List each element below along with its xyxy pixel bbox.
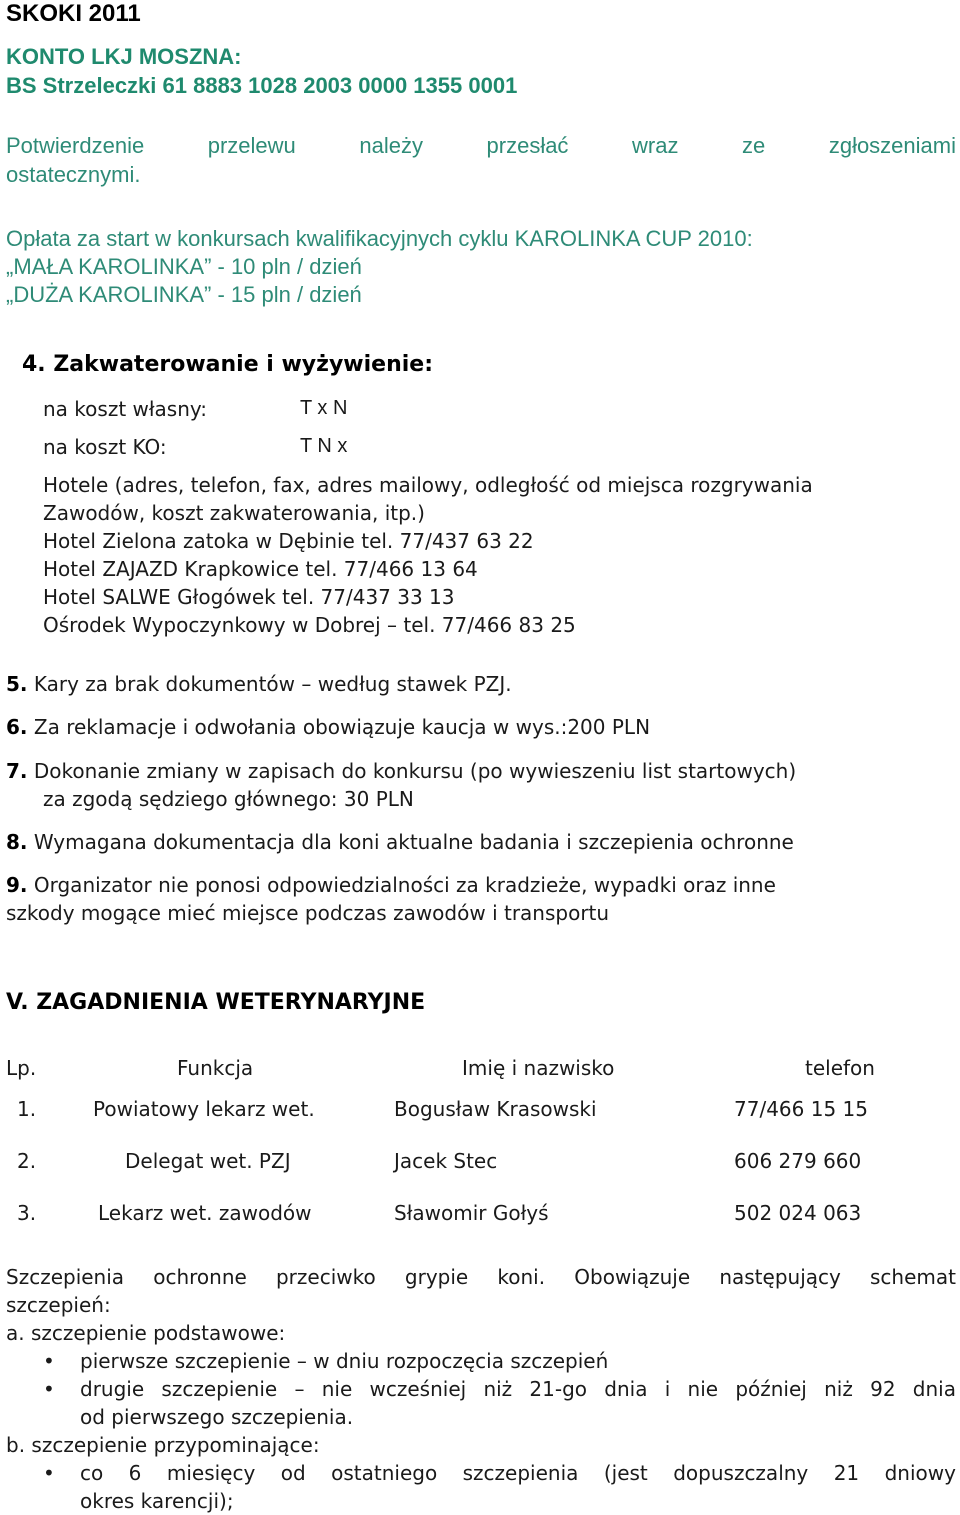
hotels-intro-2: Zawodów, koszt zakwaterowania, itp.) <box>43 501 425 525</box>
page-title: SKOKI 2011 <box>6 0 141 27</box>
vaccination-word: niż <box>483 1377 513 1401</box>
vet-row-phone: 502 024 063 <box>734 1201 862 1225</box>
item-number: 8. <box>6 830 28 854</box>
hotels-intro-1: Hotele (adres, telefon, fax, adres mailowy, odległość od miejsca rozgrywania <box>43 473 813 497</box>
confirmation-word: przelewu <box>207 133 296 158</box>
ko-cost-label: na koszt KO: <box>43 435 167 459</box>
vet-row-phone: 606 279 660 <box>734 1149 862 1173</box>
vaccination-word: miesięcy <box>166 1461 256 1485</box>
vet-header-lp: Lp. <box>6 1056 37 1080</box>
account-number: BS Strzeleczki 61 8883 1028 2003 0000 1355 0001 <box>6 73 518 98</box>
vaccination-word: koni. <box>497 1265 546 1289</box>
item-text: Dokonanie zmiany w zapisach do konkursu (po wywieszeniu list startowych) <box>33 759 797 783</box>
vaccination-b-label: b. szczepienie przypominające: <box>6 1433 320 1457</box>
vaccination-word: następujący <box>719 1265 841 1289</box>
bullet-icon: • <box>43 1349 55 1373</box>
account-label: KONTO LKJ MOSZNA: <box>6 44 242 69</box>
item-7 <box>6 759 796 783</box>
item-8 <box>6 830 794 854</box>
item-9-line-2: szkody mogące mieć miejsce podczas zawodów i transportu <box>6 901 610 925</box>
vet-row-function: Delegat wet. PZJ <box>125 1149 291 1173</box>
vaccination-word: Szczepienia <box>6 1265 125 1289</box>
section-4-heading: 4. Zakwaterowanie i wyżywienie: <box>22 352 433 377</box>
vaccination-word: dopuszczalny <box>673 1461 809 1485</box>
vaccination-word: ochronne <box>153 1265 247 1289</box>
vaccination-word: dnia <box>912 1377 956 1401</box>
vaccination-a2-line-1 <box>80 1377 956 1401</box>
vaccination-word: grypie <box>404 1265 469 1289</box>
vaccination-a-label: a. szczepienie podstawowe: <box>6 1321 286 1345</box>
vaccination-a2-line-2: od pierwszego szczepienia. <box>80 1405 354 1429</box>
vet-row-lp: 3. <box>17 1201 37 1225</box>
vaccination-word: od <box>280 1461 306 1485</box>
vet-row-function: Powiatowy lekarz wet. <box>93 1097 315 1121</box>
confirmation-word: przesłać <box>486 133 569 158</box>
vaccination-word: 21-go <box>529 1377 588 1401</box>
confirmation-word: wraz <box>632 133 679 158</box>
item-5 <box>6 672 512 696</box>
vaccination-word: schemat <box>870 1265 956 1289</box>
item-7-line-2: za zgodą sędziego głównego: 30 PLN <box>43 787 414 811</box>
vaccination-word: później <box>735 1377 807 1401</box>
fees-intro: Opłata za start w konkursach kwalifikacyjnych cyklu KAROLINKA CUP 2010: <box>6 226 753 251</box>
vaccination-word: (jest <box>603 1461 648 1485</box>
item-9 <box>6 873 776 897</box>
vaccination-word: nie <box>321 1377 353 1401</box>
item-number: 9. <box>6 873 28 897</box>
vaccination-intro-line-2: szczepień: <box>6 1293 111 1317</box>
own-cost-value: T x N <box>300 397 348 419</box>
confirmation-word: zgłoszeniami <box>828 133 956 158</box>
item-number: 6. <box>6 715 28 739</box>
vaccination-b1-line-1 <box>80 1461 956 1485</box>
hotel-item: Hotel SALWE Głogówek tel. 77/437 33 13 <box>43 585 455 609</box>
vet-row-name: Jacek Stec <box>394 1149 498 1173</box>
confirmation-line-2: ostatecznymi. <box>6 162 141 187</box>
item-number: 5. <box>6 672 28 696</box>
confirmation-line-1 <box>6 133 956 159</box>
hotel-item: Hotel Zielona zatoka w Dębinie tel. 77/437 63 22 <box>43 529 534 553</box>
vet-row-name: Bogusław Krasowski <box>394 1097 597 1121</box>
vaccination-word: szczepienia <box>462 1461 579 1485</box>
own-cost-label: na koszt własny: <box>43 397 208 421</box>
vaccination-word: i <box>664 1377 671 1401</box>
vaccination-word: 92 <box>870 1377 896 1401</box>
item-text: Za reklamacje i odwołania obowiązuje kaucja w wys.:200 PLN <box>33 715 651 739</box>
vaccination-word: wcześniej <box>369 1377 467 1401</box>
vaccination-b1-line-2: okres karencji); <box>80 1489 234 1513</box>
vet-heading: V. ZAGADNIENIA WETERYNARYJNE <box>6 990 426 1015</box>
vaccination-word: Obowiązuje <box>574 1265 691 1289</box>
item-6 <box>6 715 650 739</box>
vaccination-word: ostatniego <box>331 1461 438 1485</box>
vaccination-word: – <box>294 1377 305 1401</box>
vet-row-phone: 77/466 15 15 <box>734 1097 868 1121</box>
confirmation-word: Potwierdzenie <box>6 133 145 158</box>
vaccination-word: drugie <box>80 1377 145 1401</box>
vaccination-intro-line-1 <box>6 1265 956 1289</box>
item-number: 7. <box>6 759 28 783</box>
item-text: Wymagana dokumentacja dla koni aktualne badania i szczepienia ochronne <box>33 830 794 854</box>
bullet-icon: • <box>43 1461 55 1485</box>
item-text: Organizator nie ponosi odpowiedzialności za kradzieże, wypadki oraz inne <box>33 873 776 897</box>
vet-row-function: Lekarz wet. zawodów <box>98 1201 312 1225</box>
fees-big: „DUŻA KAROLINKA” - 15 pln / dzień <box>6 282 362 307</box>
fees-small: „MAŁA KAROLINKA” - 10 pln / dzień <box>6 254 362 279</box>
vaccination-word: nie <box>687 1377 719 1401</box>
vet-row-name: Sławomir Gołyś <box>394 1201 549 1225</box>
vet-row-lp: 2. <box>17 1149 37 1173</box>
hotel-item: Ośrodek Wypoczynkowy w Dobrej – tel. 77/466 83 25 <box>43 613 576 637</box>
item-text: Kary za brak dokumentów – według stawek PZJ. <box>33 672 512 696</box>
vaccination-word: niż <box>824 1377 853 1401</box>
bullet-icon: • <box>43 1377 55 1401</box>
hotel-item: Hotel ZAJAZD Krapkowice tel. 77/466 13 64 <box>43 557 478 581</box>
vet-header-name: Imię i nazwisko <box>462 1056 615 1080</box>
vaccination-word: 6 <box>128 1461 142 1485</box>
vet-row-lp: 1. <box>17 1097 37 1121</box>
vaccination-word: 21 <box>833 1461 860 1485</box>
ko-cost-value: T N x <box>300 435 348 457</box>
vaccination-word: przeciwko <box>275 1265 376 1289</box>
confirmation-word: ze <box>742 133 766 158</box>
vet-header-phone: telefon <box>805 1056 875 1080</box>
vaccination-a1: pierwsze szczepienie – w dniu rozpoczęcia szczepień <box>80 1349 609 1373</box>
confirmation-word: należy <box>359 133 423 158</box>
vaccination-word: dnia <box>604 1377 648 1401</box>
vet-header-function: Funkcja <box>177 1056 254 1080</box>
vaccination-word: co <box>80 1461 104 1485</box>
vaccination-word: szczepienie <box>161 1377 278 1401</box>
vaccination-word: dniowy <box>884 1461 956 1485</box>
